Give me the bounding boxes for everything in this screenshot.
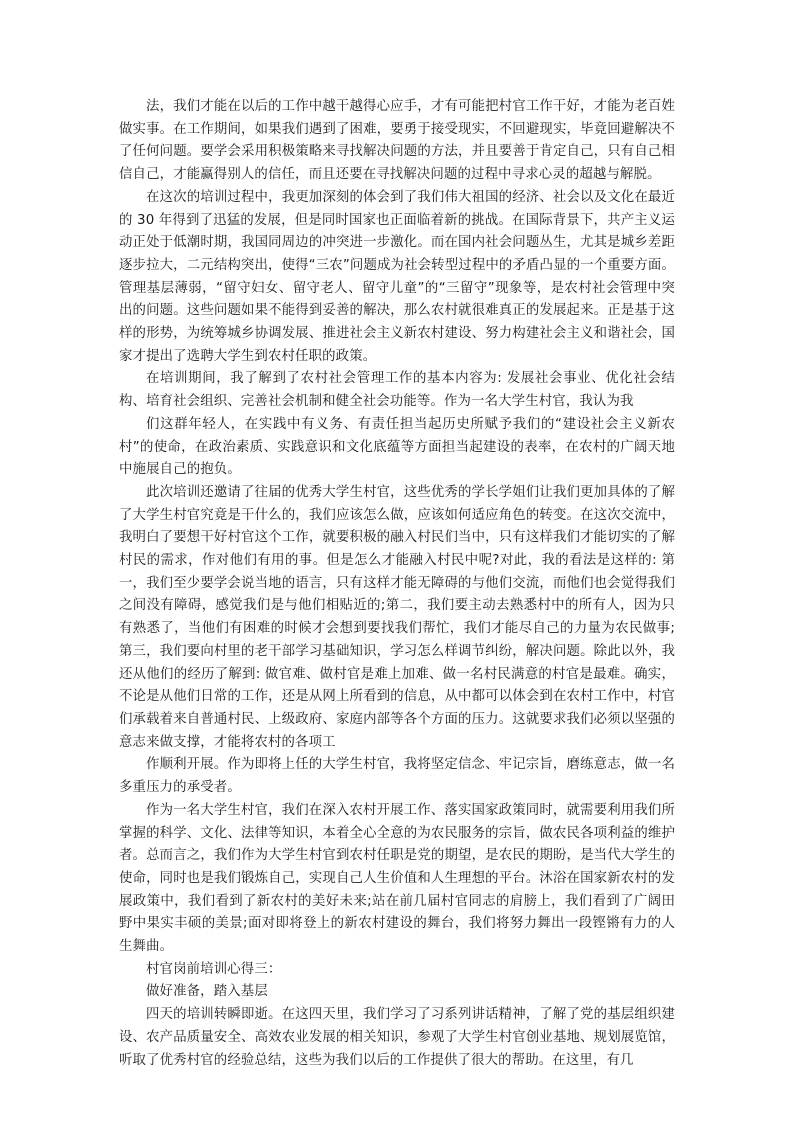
paragraph-1: 法，我们才能在以后的工作中越干越得心应手，才有可能把村官工作干好，才能为老百姓做实事。在工作期间，如果我们遇到了困难，要勇于接受现实，不回避现实，毕竟回避解决不了任何问题。要学会采用积极策略来寻找解决问题的方法，并且要善于肯定自己，只有自己相信自己，才能赢得别人的信任，而且还要在寻找解决问题的过程中寻求心灵的超越与解脱。: [119, 99, 675, 183]
section-subtitle: 做好准备，踏入基层: [146, 984, 268, 1000]
paragraph-5: 此次培训还邀请了往届的优秀大学生村官，这些优秀的学长学姐们让我们更加具体的了解了大学生村官究竟是干什么的，我们应该怎么做，应该如何适应角色的转变。在这次交流中，我明白了要想干好村官这个工作，就要积极的融入村民们当中，只有这样我们才能切实的了解村民的需求，作对他们有用的事。但是怎么才能融入村民中呢?对此，我的看法是这样的: 第一，我们至少要学会说当地的语言，只有这样才能无障碍的与他们交流，而他们也会觉得我们之间没有障碍，感觉我们是与他们相贴近的;第二，我们要主动去熟悉村中的所有人，因为只有熟悉了，当他们有困难的时候才会想到要找我们帮忙，我们才能尽自己的力量为农民做事;第三，我们要向村里的老干部学习基础知识，学习怎么样调节纠纷，解决问题。除此以外，我还从他们的经历了解到: 做官难、做村官是难上加难、做一名村民满意的村官是最难。确实，不论是从他们日常的工作，还是从网上所看到的信息，从中都可以体会到在农村工作中，村官们承载着来自普通村民、上级政府、家庭内部等各个方面的压力。这就要求我们必须以坚强的意志来做支撑，才能将农村的各项工: [119, 484, 675, 750]
paragraph-3: 在培训期间，我了解到了农村社会管理工作的基本内容为: 发展社会事业、优化社会结构、培育社会组织、完善社会机制和健全社会功能等。作为一名大学生村官，我认为我: [119, 371, 675, 410]
paragraph-8: 四天的培训转瞬即逝。在这四天里，我们学习了习系列讲话精神，了解了党的基层组织建设、农产品质量安全、高效农业发展的相关知识，参观了大学生村官创业基地、规划展览馆，听取了优秀村官的经验总结，这些为我们以后的工作提供了很大的帮助。在这里，有几: [119, 1007, 675, 1068]
paragraph-4: 们这群年轻人，在实践中有义务、有责任担当起历史所赋予我们的“建设社会主义新农村”的使命，在政治素质、实践意识和文化底蕴等方面担当起建设的表率，在农村的广阔天地中施展自己的抱负。: [119, 416, 675, 478]
paragraph-7: 作为一名大学生村官，我们在深入农村开展工作、落实国家政策同时，就需要利用我们所掌握的科学、文化、法律等知识，本着全心全意的为农民服务的宗旨，做农民各项利益的维护者。总而言之，我们作为大学生村官到农村任职是党的期望，是农民的期盼，是当代大学生的使命，同时也是我们锻炼自己，实现自己人生价值和人生理想的平台。沐浴在国家新农村的发展政策中，我们看到了新农村的美好未来;站在前几届村官同志的肩膀上，我们看到了广阔田野中果实丰硕的美景;面对即将登上的新农村建设的舞台，我们将努力舞出一段铿锵有力的人生舞曲。: [119, 802, 675, 955]
paragraph-2: 在这次的培训过程中，我更加深刻的体会到了我们伟大祖国的经济、社会以及文化在最近的 30 年得到了迅猛的发展，但是同时国家也正面临着新的挑战。在国际背景下，共产主义运动正处于低潮时期，我国同周边的冲突进一步激化。而在国内社会问题丛生，尤其是城乡差距逐步拉大，二元结构突出，使得“三农”问题成为社会转型过程中的矛盾凸显的一个重要方面。管理基层薄弱，“留守妇女、留守老人、留守儿童”的“三留守”现象等，是农村社会管理中突出的问题。这些问题如果不能得到妥善的解决，那么农村就很难真正的发展起来。正是基于这样的形势，为统筹城乡协调发展、推进社会主义新农村建设、努力构建社会主义和谐社会，国家才提出了选聘大学生到农村任职的政策。: [119, 189, 675, 364]
document-body: [119, 96, 675, 1072]
section-title: 村官岗前培训心得三：: [146, 961, 282, 977]
paragraph-6: 作顺利开展。作为即将上任的大学生村官，我将坚定信念、牢记宗旨，磨练意志，做一名多重压力的承受者。: [119, 757, 675, 796]
